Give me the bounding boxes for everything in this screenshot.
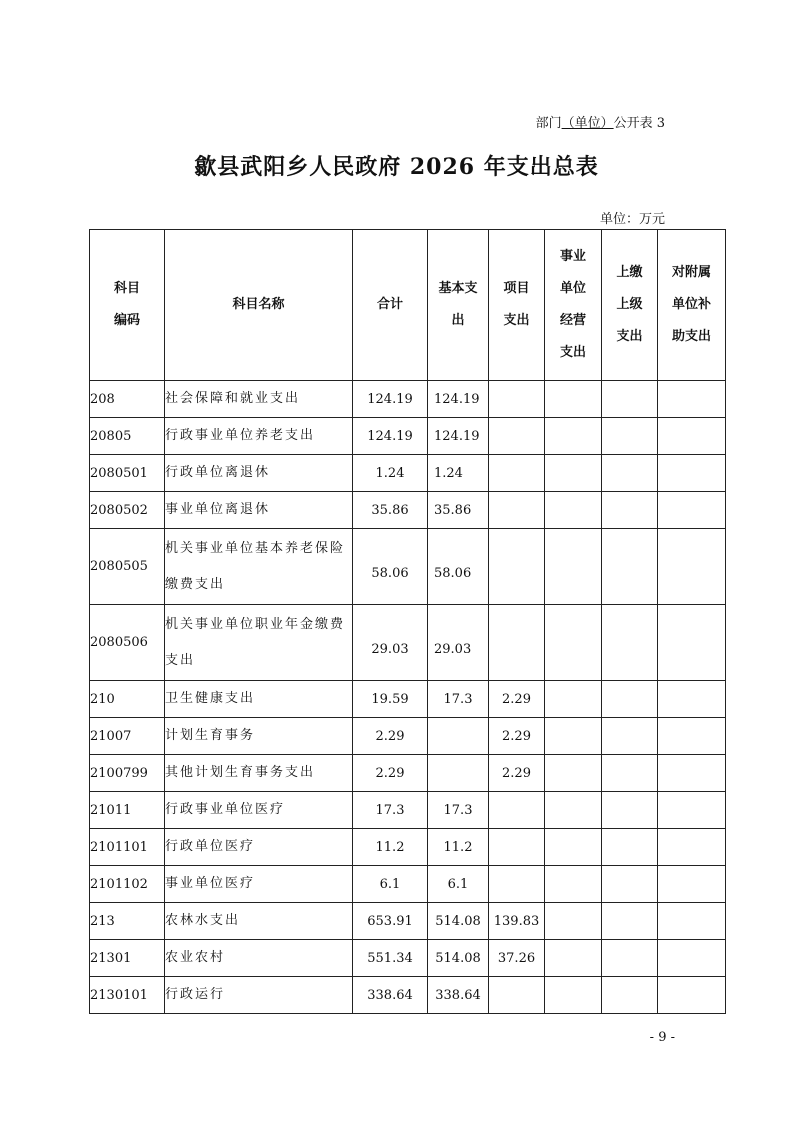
cell-code: 210 — [90, 681, 165, 718]
cell-name: 行政事业单位养老支出 — [165, 418, 353, 455]
col-header-project-line: 项目 — [503, 281, 530, 296]
cell-name: 行政运行 — [165, 977, 353, 1014]
cell-basic: 29.03 — [428, 605, 489, 681]
cell-subsidy — [658, 829, 726, 866]
cell-total: 551.34 — [353, 940, 428, 977]
cell-project — [489, 529, 545, 605]
cell-superior — [602, 455, 658, 492]
cell-name: 行政事业单位医疗 — [165, 792, 353, 829]
cell-subsidy — [658, 529, 726, 605]
cell-project — [489, 792, 545, 829]
table-row — [90, 529, 726, 605]
cell-subsidy — [658, 455, 726, 492]
col-header-subsidy-line: 对附属 — [671, 265, 711, 280]
cell-code: 20805 — [90, 418, 165, 455]
cell-total: 653.91 — [353, 903, 428, 940]
cell-business — [545, 940, 602, 977]
col-header-business — [545, 230, 602, 381]
cell-total: 35.86 — [353, 492, 428, 529]
cell-subsidy — [658, 492, 726, 529]
table-row — [90, 755, 726, 792]
cell-total: 17.3 — [353, 792, 428, 829]
cell-superior — [602, 977, 658, 1014]
cell-code: 208 — [90, 381, 165, 418]
col-header-subsidy — [658, 230, 726, 381]
cell-basic: 11.2 — [428, 829, 489, 866]
table-row — [90, 829, 726, 866]
col-header-superior-line: 支出 — [616, 329, 643, 344]
cell-business — [545, 681, 602, 718]
table-row — [90, 455, 726, 492]
table-row — [90, 792, 726, 829]
cell-project: 2.29 — [489, 755, 545, 792]
col-header-business-line: 经营 — [559, 313, 586, 328]
cell-subsidy — [658, 418, 726, 455]
cell-superior — [602, 418, 658, 455]
cell-basic: 338.64 — [428, 977, 489, 1014]
cell-basic: 17.3 — [428, 681, 489, 718]
cell-total: 2.29 — [353, 718, 428, 755]
table-row — [90, 977, 726, 1014]
cell-code: 2080506 — [90, 605, 165, 681]
cell-name: 事业单位医疗 — [165, 866, 353, 903]
cell-basic: 1.24 — [428, 455, 489, 492]
cell-code: 2101102 — [90, 866, 165, 903]
cell-basic: 514.08 — [428, 940, 489, 977]
cell-business — [545, 755, 602, 792]
cell-basic: 124.19 — [428, 381, 489, 418]
header-row — [90, 230, 726, 381]
cell-superior — [602, 755, 658, 792]
col-header-business-line: 支出 — [559, 345, 586, 360]
cell-superior — [602, 829, 658, 866]
cell-business — [545, 718, 602, 755]
cell-superior — [602, 866, 658, 903]
cell-project — [489, 866, 545, 903]
cell-name: 卫生健康支出 — [165, 681, 353, 718]
cell-total: 124.19 — [353, 381, 428, 418]
cell-project: 2.29 — [489, 718, 545, 755]
col-header-code-line: 科目 — [113, 281, 140, 296]
cell-basic: 6.1 — [428, 866, 489, 903]
cell-subsidy — [658, 605, 726, 681]
cell-subsidy — [658, 792, 726, 829]
cell-code: 21011 — [90, 792, 165, 829]
cell-business — [545, 792, 602, 829]
table-row — [90, 903, 726, 940]
col-header-code-line: 编码 — [113, 313, 140, 328]
cell-business — [545, 903, 602, 940]
cell-project: 2.29 — [489, 681, 545, 718]
cell-superior — [602, 492, 658, 529]
cell-code: 2080501 — [90, 455, 165, 492]
table-row — [90, 681, 726, 718]
col-header-subsidy-line: 助支出 — [671, 329, 711, 344]
col-header-superior-line: 上级 — [616, 297, 643, 312]
cell-total: 29.03 — [353, 605, 428, 681]
cell-business — [545, 455, 602, 492]
cell-business — [545, 866, 602, 903]
cell-project — [489, 455, 545, 492]
cell-superior — [602, 903, 658, 940]
corner-unit: （单位） — [561, 116, 614, 131]
unit-label: 单位：万元 — [599, 212, 665, 227]
col-header-basic-line: 基本支 — [438, 281, 478, 296]
cell-name: 农林水支出 — [165, 903, 353, 940]
cell-code: 2130101 — [90, 977, 165, 1014]
cell-superior — [602, 605, 658, 681]
col-header-superior — [602, 230, 658, 381]
cell-project — [489, 381, 545, 418]
cell-code: 2080502 — [90, 492, 165, 529]
corner-prefix: 部门 — [535, 116, 562, 131]
cell-subsidy — [658, 755, 726, 792]
cell-subsidy — [658, 903, 726, 940]
cell-total: 338.64 — [353, 977, 428, 1014]
cell-basic: 514.08 — [428, 903, 489, 940]
cell-basic: 17.3 — [428, 792, 489, 829]
cell-subsidy — [658, 866, 726, 903]
cell-code: 2080505 — [90, 529, 165, 605]
cell-basic: 124.19 — [428, 418, 489, 455]
cell-basic: 58.06 — [428, 529, 489, 605]
cell-subsidy — [658, 940, 726, 977]
table-row — [90, 381, 726, 418]
expenditure-table — [89, 229, 726, 1014]
cell-business — [545, 492, 602, 529]
cell-business — [545, 977, 602, 1014]
col-header-basic-line: 出 — [451, 313, 465, 328]
cell-business — [545, 381, 602, 418]
cell-code: 2101101 — [90, 829, 165, 866]
cell-total: 58.06 — [353, 529, 428, 605]
cell-total: 124.19 — [353, 418, 428, 455]
col-header-business-line: 单位 — [559, 281, 586, 296]
cell-name: 事业单位离退休 — [165, 492, 353, 529]
table-row — [90, 418, 726, 455]
cell-total: 2.29 — [353, 755, 428, 792]
cell-business — [545, 529, 602, 605]
cell-superior — [602, 718, 658, 755]
cell-total: 6.1 — [353, 866, 428, 903]
page-title: 歙县武阳乡人民政府 2026 年支出总表 — [194, 154, 599, 180]
table-row — [90, 605, 726, 681]
cell-name: 社会保障和就业支出 — [165, 381, 353, 418]
cell-business — [545, 605, 602, 681]
cell-name: 机关事业单位职业年金缴费支出 — [165, 605, 353, 681]
cell-superior — [602, 792, 658, 829]
cell-name: 农业农村 — [165, 940, 353, 977]
cell-project: 37.26 — [489, 940, 545, 977]
cell-superior — [602, 681, 658, 718]
cell-business — [545, 829, 602, 866]
cell-code: 2100799 — [90, 755, 165, 792]
cell-project: 139.83 — [489, 903, 545, 940]
cell-subsidy — [658, 381, 726, 418]
table-row — [90, 492, 726, 529]
cell-subsidy — [658, 718, 726, 755]
cell-name: 机关事业单位基本养老保险缴费支出 — [165, 529, 353, 605]
cell-basic — [428, 718, 489, 755]
table-number-label — [536, 112, 665, 131]
table-row — [90, 718, 726, 755]
cell-name: 其他计划生育事务支出 — [165, 755, 353, 792]
cell-superior — [602, 529, 658, 605]
cell-project — [489, 977, 545, 1014]
cell-total: 11.2 — [353, 829, 428, 866]
cell-superior — [602, 940, 658, 977]
table-row — [90, 940, 726, 977]
table-row — [90, 866, 726, 903]
cell-code: 21007 — [90, 718, 165, 755]
cell-name: 计划生育事务 — [165, 718, 353, 755]
cell-basic — [428, 755, 489, 792]
page-number: - 9 - — [649, 1030, 675, 1045]
col-header-total: 合计 — [353, 230, 428, 381]
col-header-superior-line: 上缴 — [616, 265, 643, 280]
cell-code: 213 — [90, 903, 165, 940]
cell-project — [489, 829, 545, 866]
cell-name: 行政单位离退休 — [165, 455, 353, 492]
cell-business — [545, 418, 602, 455]
cell-total: 1.24 — [353, 455, 428, 492]
corner-suffix: 公开表 3 — [613, 116, 665, 131]
col-header-basic — [428, 230, 489, 381]
cell-subsidy — [658, 681, 726, 718]
col-header-project — [489, 230, 545, 381]
col-header-project-line: 支出 — [503, 313, 530, 328]
cell-subsidy — [658, 977, 726, 1014]
cell-superior — [602, 381, 658, 418]
col-header-subsidy-line: 单位补 — [671, 297, 711, 312]
cell-project — [489, 605, 545, 681]
col-header-code — [90, 230, 165, 381]
cell-project — [489, 492, 545, 529]
col-header-name: 科目名称 — [165, 230, 353, 381]
cell-total: 19.59 — [353, 681, 428, 718]
cell-name: 行政单位医疗 — [165, 829, 353, 866]
col-header-business-line: 事业 — [559, 249, 586, 264]
cell-basic: 35.86 — [428, 492, 489, 529]
cell-project — [489, 418, 545, 455]
cell-code: 21301 — [90, 940, 165, 977]
